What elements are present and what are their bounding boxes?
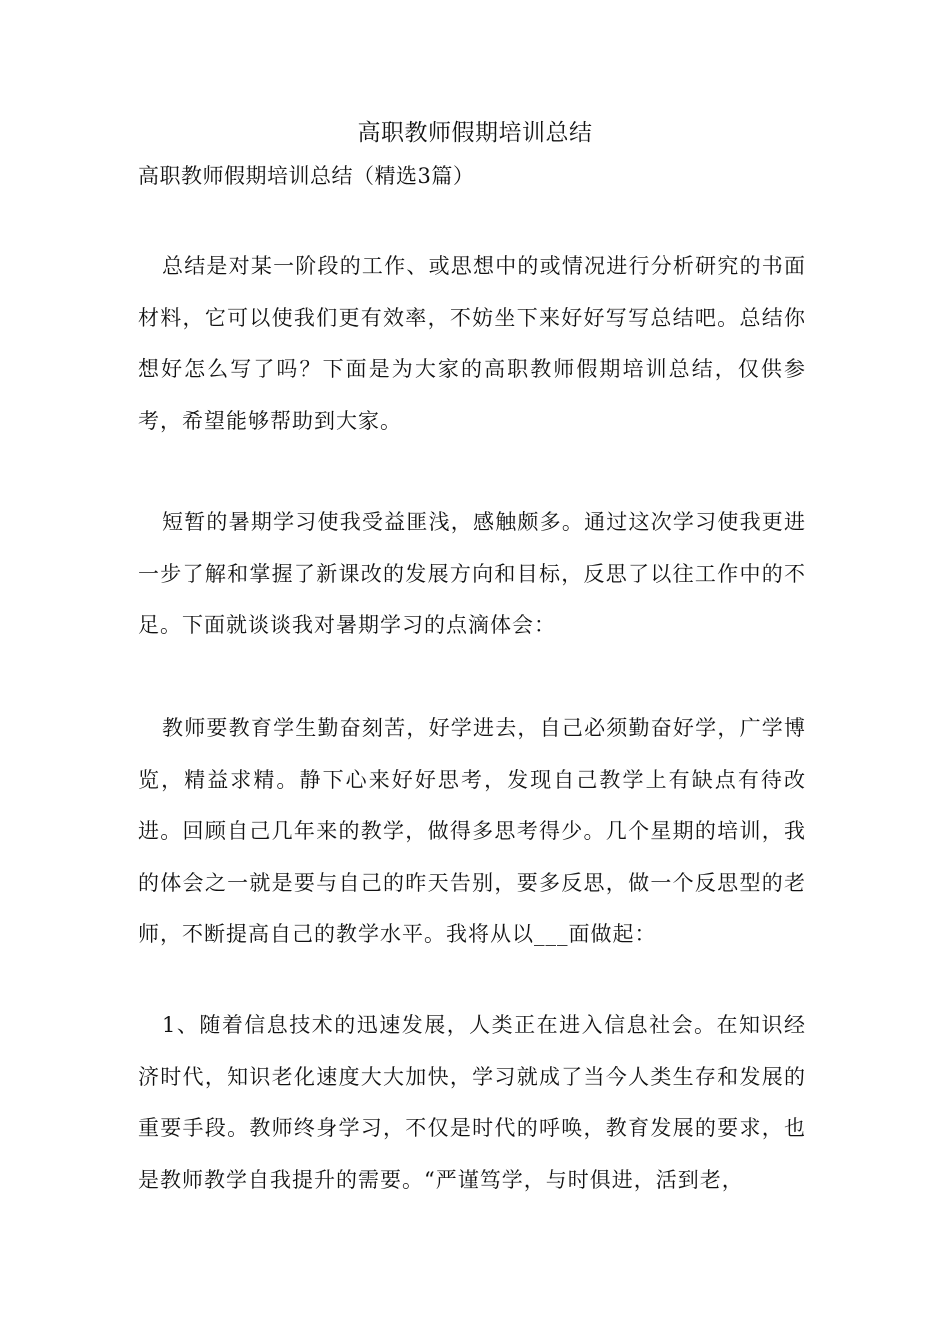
paragraph-intro: 总结是对某一阶段的工作、或思想中的或情况进行分析研究的书面材料，它可以使我们更有效率，不妨坐下来好好写写总结吧。总结你想好怎么写了吗？下面是为大家的高职教师假期培训总结，仅供参考，希望能够帮助到大家。 bbox=[138, 254, 806, 433]
paragraph-teacher-diligence: 教师要教育学生勤奋刻苦，好学进去，自己必须勤奋好学，广学博览，精益求精。静下心来好好思考，发现自己教学上有缺点有待改进。回顾自己几年来的教学，做得多思考得少。几个星期的培训，我的体会之一就是要与自己的昨天告别，要多反思，做一个反思型的老师，不断提高自己的教学水平。我将从以___面做起： bbox=[138, 716, 806, 946]
document-title: 高职教师假期培训总结 bbox=[357, 120, 593, 146]
paragraph-point-1: 1、随着信息技术的迅速发展，人类正在进入信息社会。在知识经济时代，知识老化速度大大加快，学习就成了当今人类生存和发展的重要手段。教师终身学习，不仅是时代的呼唤，教育发展的要求，也是教师教学自我提升的需要。“严谨笃学，与时俱进，活到老， bbox=[138, 1013, 806, 1192]
document-subtitle: 高职教师假期培训总结（精选3篇） bbox=[138, 164, 475, 188]
paragraph-summer-study: 短暂的暑期学习使我受益匪浅，感触颇多。通过这次学习使我更进一步了解和掌握了新课改的发展方向和目标，反思了以往工作中的不足。下面就谈谈我对暑期学习的点滴体会： bbox=[138, 510, 806, 637]
